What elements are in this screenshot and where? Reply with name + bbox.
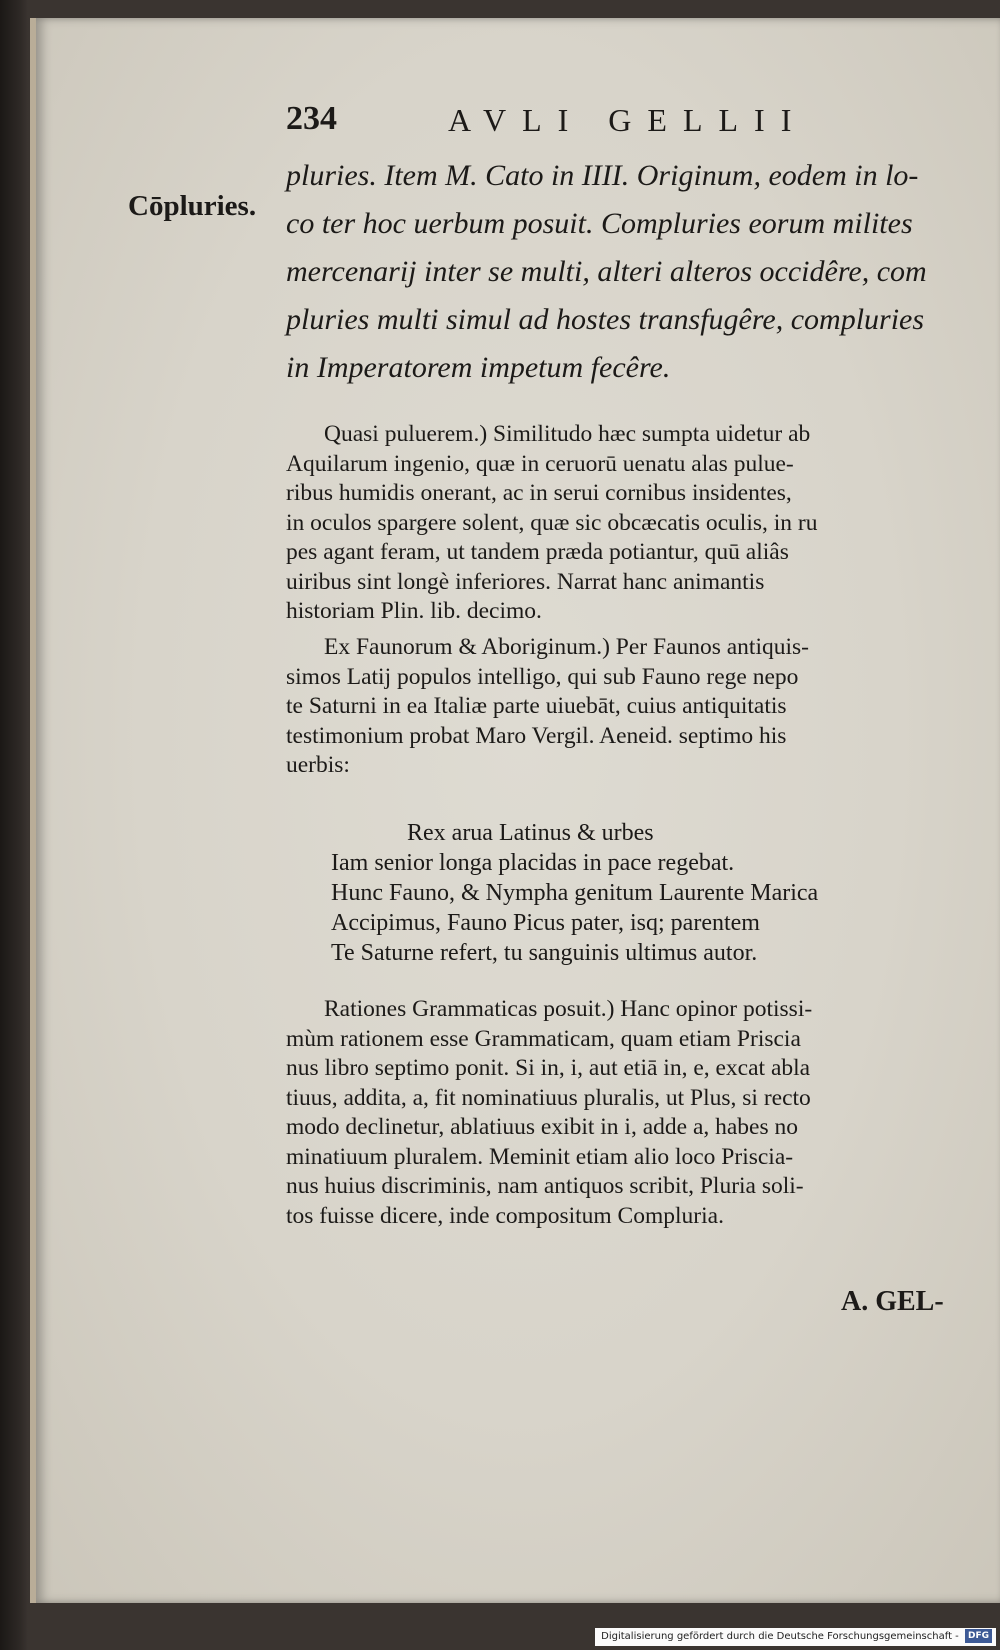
running-title: AVLI GELLII — [448, 102, 808, 138]
verse-line: Iam senior longa placidas in pace regebat. — [331, 850, 735, 876]
margin-note: Cōpluries. — [128, 190, 257, 222]
text-line: mercenarij inter se multi, alteri alteros occidêre, com — [286, 255, 927, 288]
text-line: minatiuum pluralem. Meminit etiam alio loco Priscia- — [286, 1143, 794, 1170]
text-line: pluries multi simul ad hostes transfugêre, compluries — [286, 303, 925, 336]
text-line: in oculos spargere solent, quæ sic obcæcatis oculis, in ru — [286, 509, 818, 536]
text-line: nus libro septimo ponit. Si in, i, aut etiā in, e, excat abla — [286, 1055, 811, 1081]
text-line: co ter hoc uerbum posuit. Compluries eorum milites — [286, 207, 913, 240]
text-line: testimonium probat Maro Vergil. Aeneid. septimo his — [286, 722, 787, 749]
text-line: Quasi puluerem.) Similitudo hæc sumpta uidetur ab — [324, 421, 811, 447]
commentary-quasi-puluerem — [286, 420, 971, 627]
text-line: Rationes Grammaticas posuit.) Hanc opinor potissi- — [324, 996, 813, 1022]
digitization-text: Digitalisierung gefördert durch die Deutsche Forschungsgemeinschaft - — [601, 1631, 959, 1642]
verse-quotation — [331, 818, 818, 968]
text-line: nus huius discriminis, nam antiquos scribit, Pluria soli- — [286, 1173, 804, 1199]
text-line: in Imperatorem impetum fecêre. — [286, 351, 671, 384]
commentary-rationes — [286, 995, 971, 1231]
page-number: 234 — [286, 100, 337, 137]
verse-line: Te Saturne refert, tu sanguinis ultimus autor. — [331, 940, 758, 966]
text-line: mùm rationem esse Grammaticam, quam etiam Priscia — [286, 1025, 801, 1052]
text-line: tiuus, addita, a, fit nominatiuus pluralis, ut Plus, si recto — [286, 1084, 811, 1111]
text-line: ribus humidis onerant, ac in serui cornibus insidentes, — [286, 480, 792, 506]
catchword: A. GEL- — [841, 1286, 944, 1317]
digitization-credit — [595, 1628, 996, 1646]
text-line: Aquilarum ingenio, quæ in ceruorū uenatu alas pulue- — [286, 450, 794, 477]
text-line: simos Latij populos intelligo, qui sub Fauno rege nepo — [286, 663, 799, 690]
quotation-passage — [286, 152, 971, 392]
text-line: pluries. Item M. Cato in IIII. Originum, eodem in lo- — [286, 159, 919, 192]
page-header — [36, 100, 1000, 140]
text-line: historiam Plin. lib. decimo. — [286, 598, 542, 624]
verse-line: Rex arua Latinus & urbes — [407, 820, 654, 846]
commentary-faunorum — [286, 633, 971, 781]
text-line: uiribus sint longè inferiores. Narrat hanc animantis — [286, 568, 765, 595]
text-line: pes agant feram, ut tandem præda potiantur, quū aliâs — [286, 539, 789, 565]
verse-line: Accipimus, Fauno Picus pater, isq; parentem — [331, 910, 760, 936]
verse-line: Hunc Fauno, & Nympha genitum Laurente Marica — [331, 880, 819, 906]
text-line: modo declinetur, ablatiuus exibit in i, adde a, habes no — [286, 1114, 799, 1140]
dfg-logo: DFG — [965, 1629, 992, 1643]
text-line: te Saturni in ea Italiæ parte uiuebāt, cuius antiquitatis — [286, 693, 787, 719]
book-page — [30, 18, 1000, 1603]
text-line: tos fuisse dicere, inde compositum Compluria. — [286, 1202, 724, 1229]
text-line: Ex Faunorum & Aboriginum.) Per Faunos antiquis- — [324, 634, 809, 660]
text-line: uerbis: — [286, 752, 350, 778]
